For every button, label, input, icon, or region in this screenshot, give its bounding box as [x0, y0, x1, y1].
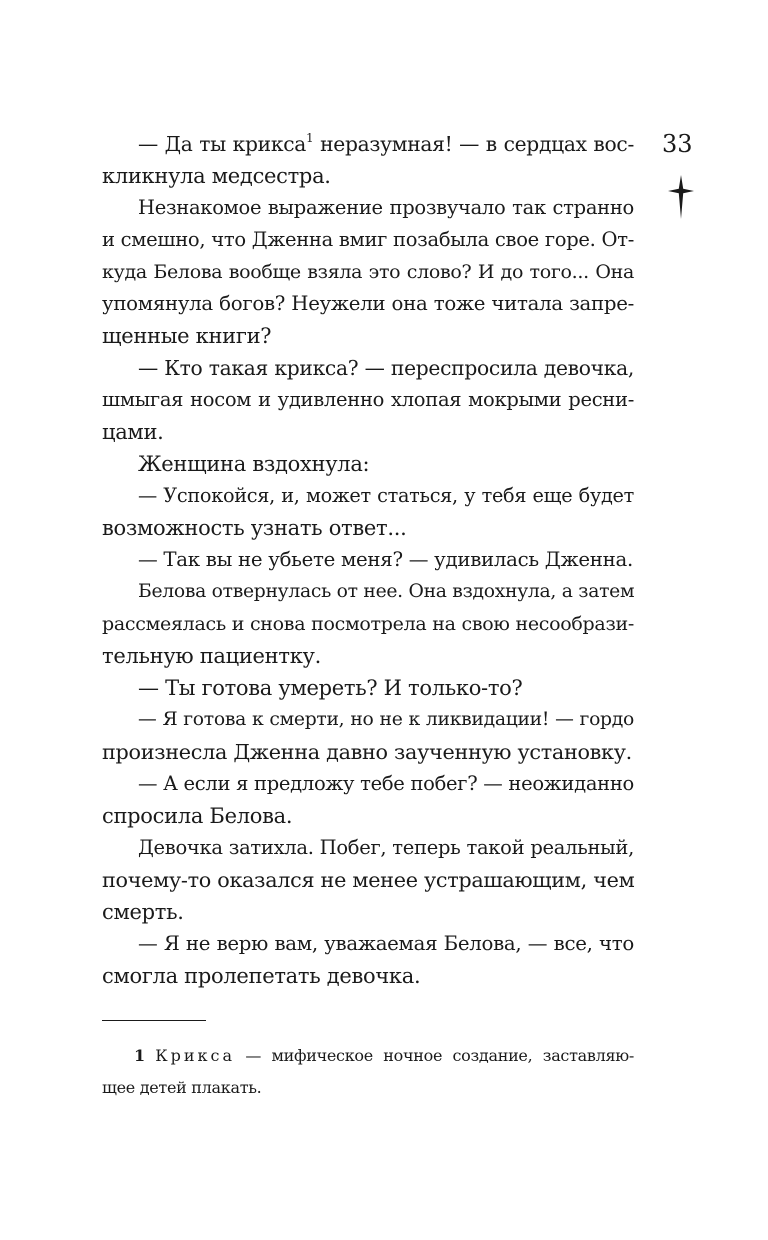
text-line: куда Белова вообще взяла это слово? И до того... Она: [102, 261, 634, 283]
text-line: смогла пролепетать девочка.: [102, 964, 421, 988]
text-line: Незнакомое выражение прозвучало так странно: [138, 196, 634, 219]
text-line: возможность узнать ответ...: [102, 516, 407, 540]
text-line: почему-то оказался не менее устрашающим, чем: [102, 868, 635, 892]
text-line: Белова отвернулась от нее. Она вздохнула, а затем: [138, 581, 635, 602]
text-line: цами.: [102, 420, 164, 444]
text-line: — Успокойся, и, может статься, у тебя еще будет: [138, 484, 634, 507]
text-line: шмыгая носом и удивленно хлопая мокрыми ресни-: [102, 388, 634, 411]
text-line: — Я не верю вам, уважаемая Белова, — все, что: [138, 932, 634, 955]
text-line: — Так вы не убьете меня? — удивилась Дженна.: [138, 548, 633, 571]
text-line: произнесла Дженна давно заученную установку.: [102, 740, 632, 764]
footnote-reference: 1: [306, 131, 314, 145]
text-line: и смешно, что Дженна вмиг позабыла свое горе. От-: [102, 228, 634, 251]
footnote-divider: [102, 1020, 206, 1021]
footnote-marker: 1: [134, 1046, 145, 1065]
footnote-term: Крикса: [155, 1046, 236, 1065]
text-line: — Ты готова умереть? И только-то?: [138, 676, 523, 700]
text-line: — Кто такая крикса? — переспросила девочка,: [138, 356, 634, 380]
footnote-line: [102, 1040, 634, 1072]
text-line: спросила Белова.: [102, 804, 293, 828]
text-line: рассмеялась и снова посмотрела на свою несообрази-: [102, 613, 634, 635]
text-line: щенные книги?: [102, 324, 272, 348]
text-line: смерть.: [102, 900, 184, 924]
four-point-star-icon: [668, 175, 694, 219]
text-line: — А если я предложу тебе побег? — неожиданно: [138, 772, 634, 795]
text-line: упомянула богов? Неужели она тоже читала запре-: [102, 292, 634, 315]
text-line: Девочка затихла. Побег, теперь такой реальный,: [138, 836, 634, 859]
footnote-definition: — мифическое ночное создание, заставляю-: [235, 1046, 634, 1065]
text-line: Женщина вздохнула:: [138, 452, 370, 476]
text-line: тельную пациентку.: [102, 644, 321, 668]
main-text: [102, 128, 634, 992]
text-line: — Я готова к смерти, но не к ликвидации! — гордо: [138, 709, 634, 730]
page-number: 33: [662, 130, 693, 158]
footnote: [102, 1040, 634, 1104]
text-line: — Да ты крикса$^1$ неразумная! — в сердцах вос-: [138, 131, 634, 156]
text-line: кликнула медсестра.: [102, 164, 331, 188]
footnote-line: щее детей плакать.: [102, 1078, 262, 1097]
